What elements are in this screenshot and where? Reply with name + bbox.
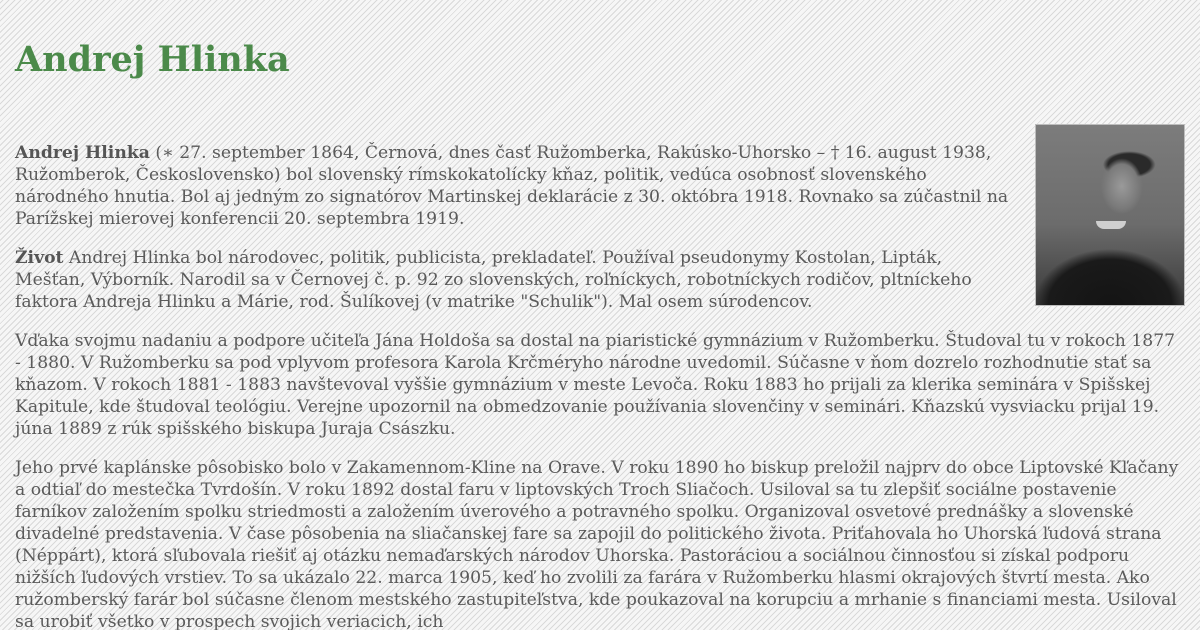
portrait-photo — [1035, 124, 1185, 306]
article-body — [15, 142, 1185, 630]
education-text: Vďaka svojmu nadaniu a podpore učiteľa Jána Holdoša sa dostal na piaristické gymnázium v Ružomberku. Študoval tu v rokoch 1877 - 1880. V Ružomberku sa pod vplyvom profesora Karola Krčméryho národne uvedomil. Súčasne v ňom dozrelo rozhodnutie stať sa kňazom. V rokoch 1881 - 1883 navštevoval vyššie gymnázium v meste Levoča. Roku 1883 ho prijali za klerika seminára v Spišskej Kapitule, kde študoval teológiu. Verejne upozornil na obmedzovanie používania slovenčiny v seminári. Kňazskú vysviacku prijal 19. júna 1889 z rúk spišského biskupa Juraja Császku. — [15, 331, 1176, 439]
life-heading: Život — [15, 248, 64, 268]
life-text: Andrej Hlinka bol národovec, politik, publicista, prekladateľ. Používal pseudonymy Kostolan, Lipták, Mešťan, Výborník. Narodil sa v Černovej č. p. 92 zo slovenských, roľníckych, robotníckych rodičov, pltníckeho faktora Andreja Hlinku a Márie, rod. Šulíkovej (v matrike "Schulik"). Mal osem súrodencov. — [15, 248, 972, 312]
page-title: Andrej Hlinka — [15, 39, 290, 80]
career-text: Jeho prvé kaplánske pôsobisko bolo v Zakamennom-Kline na Orave. V roku 1890 ho biskup preložil najprv do obce Liptovské Kľačany a odtiaľ do mestečka Tvrdošín. V roku 1892 dostal faru v liptovských Troch Sliačoch. Usiloval sa tu zlepšiť sociálne postavenie farníkov založením spolku striedmosti a založením úverového a potravného spolku. Organizoval osvetové prednášky a slovenské divadelné predstavenia. V čase pôsobenia na sliačanskej fare sa zapojil do politického života. Priťahovala ho Uhorská ľudová strana (Néppárt), ktorá sľubovala riešiť aj otázku nemaďarských národov Uhorska. Pastoráciou a sociálnou činnosťou si získal podporu nižších ľudových vrstiev. To sa ukázalo 22. marca 1905, keď ho zvolili za farára v Ružomberku hlasmi okrajových štvrtí mesta. Ako ružomberský farár bol súčasne členom mestského zastupiteľstva, kde poukazoval na korupciu a mrhanie s financiami mesta. Usiloval sa urobiť všetko v prospech svojich veriacich, ich — [15, 458, 1179, 630]
intro-text: (∗ 27. september 1864, Černová, dnes časť Ružomberka, Rakúsko-Uhorsko – † 16. august 1938, Ružomberok, Československo) bol slovenský rímskokatolícky kňaz, politik, vedúca osobnosť slovenského národného hnutia. Bol aj jedným zo signatórov Martinskej deklarácie z 30. októbra 1918. Rovnako sa zúčastnil na Parížskej mierovej konferencii 20. septembra 1919. — [15, 143, 1009, 229]
intro-paragraph — [15, 142, 1185, 230]
education-paragraph — [15, 330, 1185, 440]
life-paragraph — [15, 247, 1185, 313]
intro-lead: Andrej Hlinka — [15, 143, 150, 163]
career-paragraph — [15, 457, 1185, 630]
portrait-collar — [1096, 221, 1126, 229]
